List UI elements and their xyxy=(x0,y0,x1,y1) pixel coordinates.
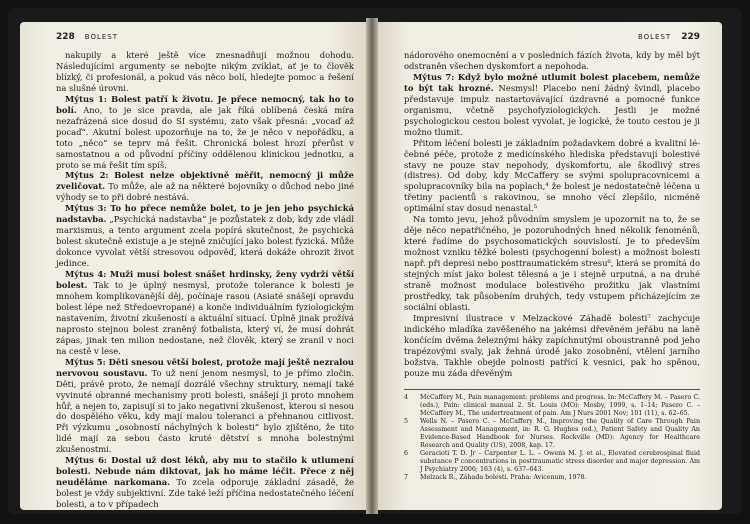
open-book xyxy=(8,8,742,514)
footnote xyxy=(404,418,700,450)
left-page xyxy=(20,22,370,510)
paragraph-text: To zcela odporuje základní zásadě, že bolest je vždy subjektivní. Zde také leží příčina nedostatečného léčení bolesti, a to v případech xyxy=(56,477,354,510)
footnote xyxy=(404,450,700,474)
footnote-text: Wells N. – Pasero C. – McCaffery M., Improving the Quality of Care Through Pain Assessment and Management, in: R. G. Hughes (ed.), Patient Safety and Quality An Evidence-Based Handbook for Nurses. Rockville (MD): Agency for Healthcare Research and Quality (US), 2008, kap. 17. xyxy=(420,417,700,449)
paragraph xyxy=(56,357,354,456)
paragraph xyxy=(404,50,700,72)
paragraph xyxy=(56,203,354,269)
myth-heading: Mýtus 7: Když bylo možné utlumit bolest placebem, nemůže to být tak hrozné. xyxy=(404,71,700,93)
footnote xyxy=(404,394,700,418)
paragraph xyxy=(56,50,354,94)
paragraph-text: Impresivní ilustrace v Melzackové Záhadě bolesti⁷ zachycuje indického mladíka zavěšeného na jakémsi dřevěném jeřábu na laně končícím dvěma železnými háky zapíchnutými oboustranně pod jeho trapézovými svaly, jak žehná úrodě jako zosobnění, vtělení jarního božstva. Takhle obejde polnosti patřící k vesnici, pak ho spěnou, pouze mu záda dřevěným xyxy=(404,312,700,378)
footnote-number: 7 xyxy=(404,473,409,481)
paragraph-text: Nesmysl! Placebo není žádný švindl, placebo představuje impulz nastartovávající úzdravné a pomocné funkce organismu, včetně psychofyziologických. Jestli je možné psychologickou cestou bolest vyvolat, je logické, že touto cestou je ji možno tlumit. xyxy=(404,82,700,137)
paragraph-text: Na tomto jevu, jehož původním smyslem je upozornit na to, že se děje něco nepatřičného, je pozoruhodných hned několik fenoménů, které řadíme do psychosomatických souvislostí. Je to především možnost vzniku těžké bolesti (psychogenní bolest) a možnost bolesti např. při depresi nebo posttraumatickém stresu⁶, která se promítá do stejných míst jako bolest tělesná a je i stejně urputná, a na druhé straně možnost modulace bolestivého prožitku jak vlastními prostředky, tak působením druhých, tedy vstupem přicházejícím ze sociální oblasti. xyxy=(404,214,700,312)
paragraph xyxy=(404,313,700,379)
right-running-header xyxy=(404,32,700,44)
footnotes xyxy=(404,389,700,482)
paragraph xyxy=(56,94,354,171)
footnote xyxy=(404,474,700,482)
myth-heading: Mýtus 2: Bolest nelze objektivně měřit, nemocný ji může zveličovat. xyxy=(56,170,354,192)
footnote-number: 5 xyxy=(404,417,409,425)
myth-heading: Mýtus 1: Bolest patří k životu. Je přece nemocný, tak ho to bolí. xyxy=(56,93,354,115)
myth-heading: Mýtus 4: Muži musí bolest snášet hrdinsky, ženy vydrží větší bolest. xyxy=(56,269,354,291)
myth-heading: Mýtus 6: Dostal už dost léků, aby mu to stačilo k utlumení bolesti. Nebude nám diktovat, jak ho máme léčit. Přece z něj neuděláme narkomana. xyxy=(56,455,354,488)
book-spine xyxy=(366,18,378,514)
footnote-text: Melzack R., Záhada bolesti. Praha: Avicenum, 1978. xyxy=(420,473,587,481)
right-page xyxy=(372,22,722,510)
paragraph-text: To může, ale až na některé bojovníky o důchod nebo jiné výhody se to při dobré nestává. xyxy=(56,181,354,203)
running-head-left: BOLEST xyxy=(84,33,119,41)
paragraph xyxy=(56,455,354,510)
left-page-body xyxy=(56,50,354,510)
paragraph-text: Přitom léčení bolesti je základním požadavkem dobré a kvalitní léčebné péče, protože z medicínského hlediska představují bolestivé stavy ne pouze stav nepohody, dyskomfortu, ale škodlivý stres (distres). Od doby, kdy McCaffery se svými spolupracovnicemi a spolupracovníky bila na poplach,⁴ že bolest je nedostatečně léčena u třetiny pacientů s rakovinou, se mnoho věcí zlepšilo, nicméně optimální stav dosud nenastal.⁵ xyxy=(404,137,700,214)
paragraph-text: nakupily a které ještě více znesnadňují možnou dohodu. Následujícími argumenty se nebojte nikým zviklat, ať je to člověk blízký, či profesionál, a pokud vás něco bolí, hledejte pomoc a řešení na slušné úrovni. xyxy=(56,50,354,93)
paragraph-text: „Psychická nadstavba“ je pozůstatek z dob, kdy zde vládl marxismus, a tento argument zcela popírá skutečnost, že psychická bolest skutečně existuje a je stejně zničující jako bolest fyzická. Může dokonce vyvolat větší stresovou odpověď, která dokáže ohrozit život jedince. xyxy=(56,214,354,269)
paragraph-text: To už není jenom nesmysl, to je přímo zločin. Děti, právě proto, že nemají dozrálé všechny struktury, nemají také vyvinuté obranné mechanismy proti bolesti, snášejí ji proto mnohem hůř, a nejen to, zapisují si to jako negativní zkušenost, kterou si nesou do dospělého věku, kdy mají malou toleranci a přehnanou citlivost. Při výzkumu „osobností náchylných k bolesti“ bylo zjištěno, že tito lidé mají za sebou často kruté dětství s mnoha bolestnými zkušenostmi. xyxy=(56,367,354,455)
footnote-text: Geracioti T. D. Jr – Carpenter L. L. – Owens M. J. et al., Elevated cerebrospinal fluid substance P concentrations in posttraumatic stress disorder and major depression. Am J Psychiatry 2006; 163 (4), s. 637–643. xyxy=(420,449,700,473)
myth-heading: Mýtus 3: To ho přece nemůže bolet, to je jen jeho psychická nadstavba. xyxy=(56,203,354,225)
paragraph-text: nádorového onemocnění a v posledních fázích života, kdy by měl být odstraněn všechen dyskomfort a nepohoda. xyxy=(404,50,700,71)
page-number-right: 229 xyxy=(681,32,700,42)
left-running-header xyxy=(56,32,354,44)
footnote-text: McCaffery M., Pain management: problems and progress. In: McCaffery M. – Pasero C. (eds.), Pain: clinical manual 2. St. Louis (MO): Mosby, 1999, s. 1–14; Pasero C. – McCaffery M., The undertreatment of pain. Am J Nurs 2001 Nov; 101 (11), s. 62–65. xyxy=(420,393,700,417)
myth-heading: Mýtus 5: Děti snesou větší bolest, protože mají ještě nezralou nervovou soustavu. xyxy=(56,356,354,378)
footnote-number: 4 xyxy=(404,393,409,401)
paragraph-text: Tak to je úplný nesmysl, protože tolerance k bolesti je mnohem komplikovanější děj, počínaje rasou (Asiaté snášejí opravdu bolest lépe než Středoevropané) a konče individuálním fyziologickým nastavením, životní zkušeností a aktuální situací. Úplně jinak prožívá naprosto stejnou bolest zraněný fotbalista, který ví, že musí dohrát zápas, jinak ten milion nedostane, než člověk, který se zranil v noci na cestě v lese. xyxy=(56,280,354,356)
paragraph xyxy=(404,72,700,138)
footnote-number: 6 xyxy=(404,449,409,457)
right-page-body xyxy=(404,50,700,379)
running-head-right: BOLEST xyxy=(637,33,672,41)
paragraph xyxy=(56,170,354,203)
paragraph xyxy=(404,138,700,215)
paragraph xyxy=(56,269,354,357)
paragraph xyxy=(404,214,700,313)
paragraph-text: Ano, to je sice pravda, ale jak říká oblíbená česká míra nezafrázená sice dosud do SI systému, zato však přesná: „vocaď až pocaď“. Akutní bolest upozorňuje na to, že je něco v nepořádku, a toto „něco“ se teprv má řešit. Chronická bolest hrozí přerůst v samostatnou a od původní příčiny oddělenou klinickou jednotku, a proto se má řešit tím spíš. xyxy=(56,104,354,170)
page-number-left: 228 xyxy=(56,32,75,42)
